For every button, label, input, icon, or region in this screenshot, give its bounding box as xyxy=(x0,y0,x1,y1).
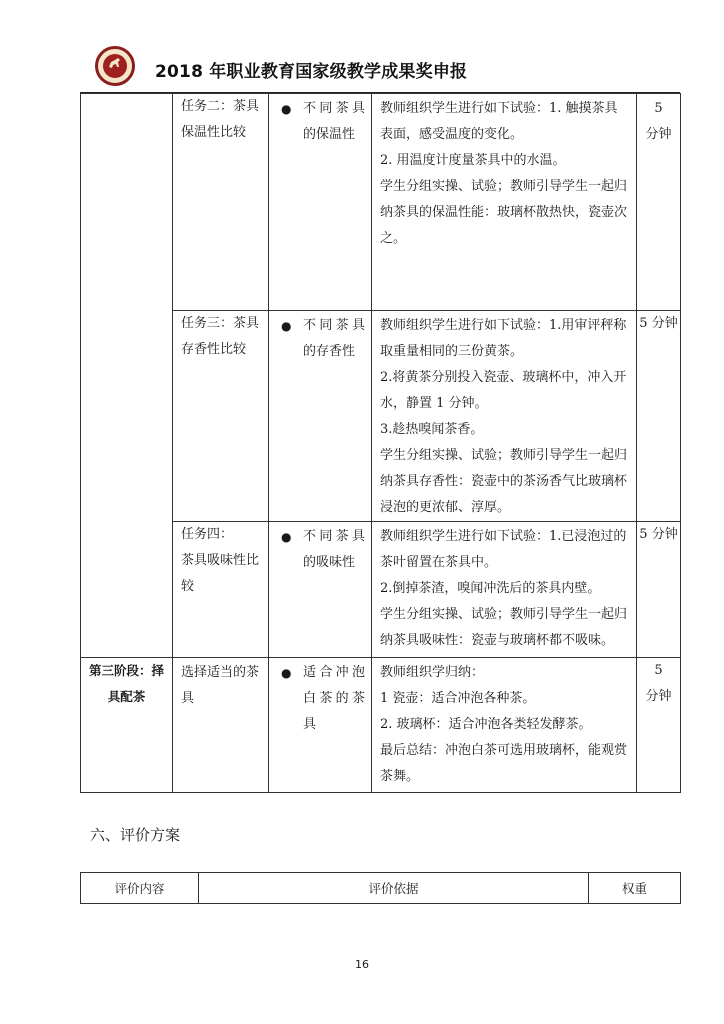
column-header: 评价依据 xyxy=(199,873,589,904)
bullet-icon: ● xyxy=(281,319,292,333)
section-heading: 六、评价方案 xyxy=(90,826,181,844)
time-cell: 5 分钟 xyxy=(637,522,681,658)
activity-cell: 教师组织学归纳： 1 瓷壶：适合冲泡各种茶。 2. 玻璃杯：适合冲泡各类轻发酵茶。 最后总结：冲泡白茶可选用玻璃杯，能观赏茶舞。 xyxy=(372,658,637,793)
task-cell: 任务二：茶具 保温性比较 xyxy=(173,94,269,311)
activity-cell: 教师组织学生进行如下试验：1.已浸泡过的茶叶留置在茶具中。 2.倒掉茶渣，嗅闻冲洗后的茶具内壁。 学生分组实操、试验；教师引导学生一起归纳茶具吸味性：瓷壶与玻璃杯都不吸味。 xyxy=(372,522,637,658)
time-cell: 5 分钟 xyxy=(637,311,681,522)
time-cell: 5 分钟 xyxy=(637,94,681,311)
bullet-icon: ● xyxy=(281,102,292,116)
document-title: 2018 年职业教育国家级教学成果奖申报 xyxy=(155,62,468,82)
table-row xyxy=(81,94,681,311)
goal-cell: ● 适合冲泡白茶的茶具 xyxy=(269,658,372,793)
stage-cell: 第三阶段：择具配茶 xyxy=(81,658,173,793)
task-cell: 任务四： 茶具吸味性比较 xyxy=(173,522,269,658)
time-cell: 5 分钟 xyxy=(637,658,681,793)
activity-cell: 教师组织学生进行如下试验：1.用审评秤称取重量相同的三份黄茶。 2.将黄茶分别投入瓷壶、玻璃杯中，冲入开水，静置 1 分钟。 3.趁热嗅闻茶香。 学生分组实操、试验；教师引导学生一起归纳茶具存香性：瓷壶中的茶汤香气比玻璃杯浸泡的更浓郁、淳厚。 xyxy=(372,311,637,522)
goal-cell: ● 不同茶具的吸味性 xyxy=(269,522,372,658)
bullet-icon: ● xyxy=(281,666,292,680)
table-header-row xyxy=(81,873,681,904)
task-cell: 任务三：茶具 存香性比较 xyxy=(173,311,269,522)
page-number: 16 xyxy=(355,958,369,971)
lesson-plan-table xyxy=(80,93,681,793)
page-header xyxy=(95,46,655,90)
school-emblem-icon xyxy=(95,46,135,86)
column-header: 评价内容 xyxy=(81,873,199,904)
goal-cell: ● 不同茶具的保温性 xyxy=(269,94,372,311)
goal-cell: ● 不同茶具的存香性 xyxy=(269,311,372,522)
task-cell: 选择适当的茶具 xyxy=(173,658,269,793)
table-row xyxy=(81,658,681,793)
column-header: 权重 xyxy=(589,873,681,904)
evaluation-table xyxy=(80,872,681,904)
bullet-icon: ● xyxy=(281,530,292,544)
stage-cell xyxy=(81,94,173,658)
activity-cell: 教师组织学生进行如下试验：1. 触摸茶具表面，感受温度的变化。 2. 用温度计度量茶具中的水温。 学生分组实操、试验；教师引导学生一起归纳茶具的保温性能：玻璃杯散热快，瓷壶次之。 xyxy=(372,94,637,311)
